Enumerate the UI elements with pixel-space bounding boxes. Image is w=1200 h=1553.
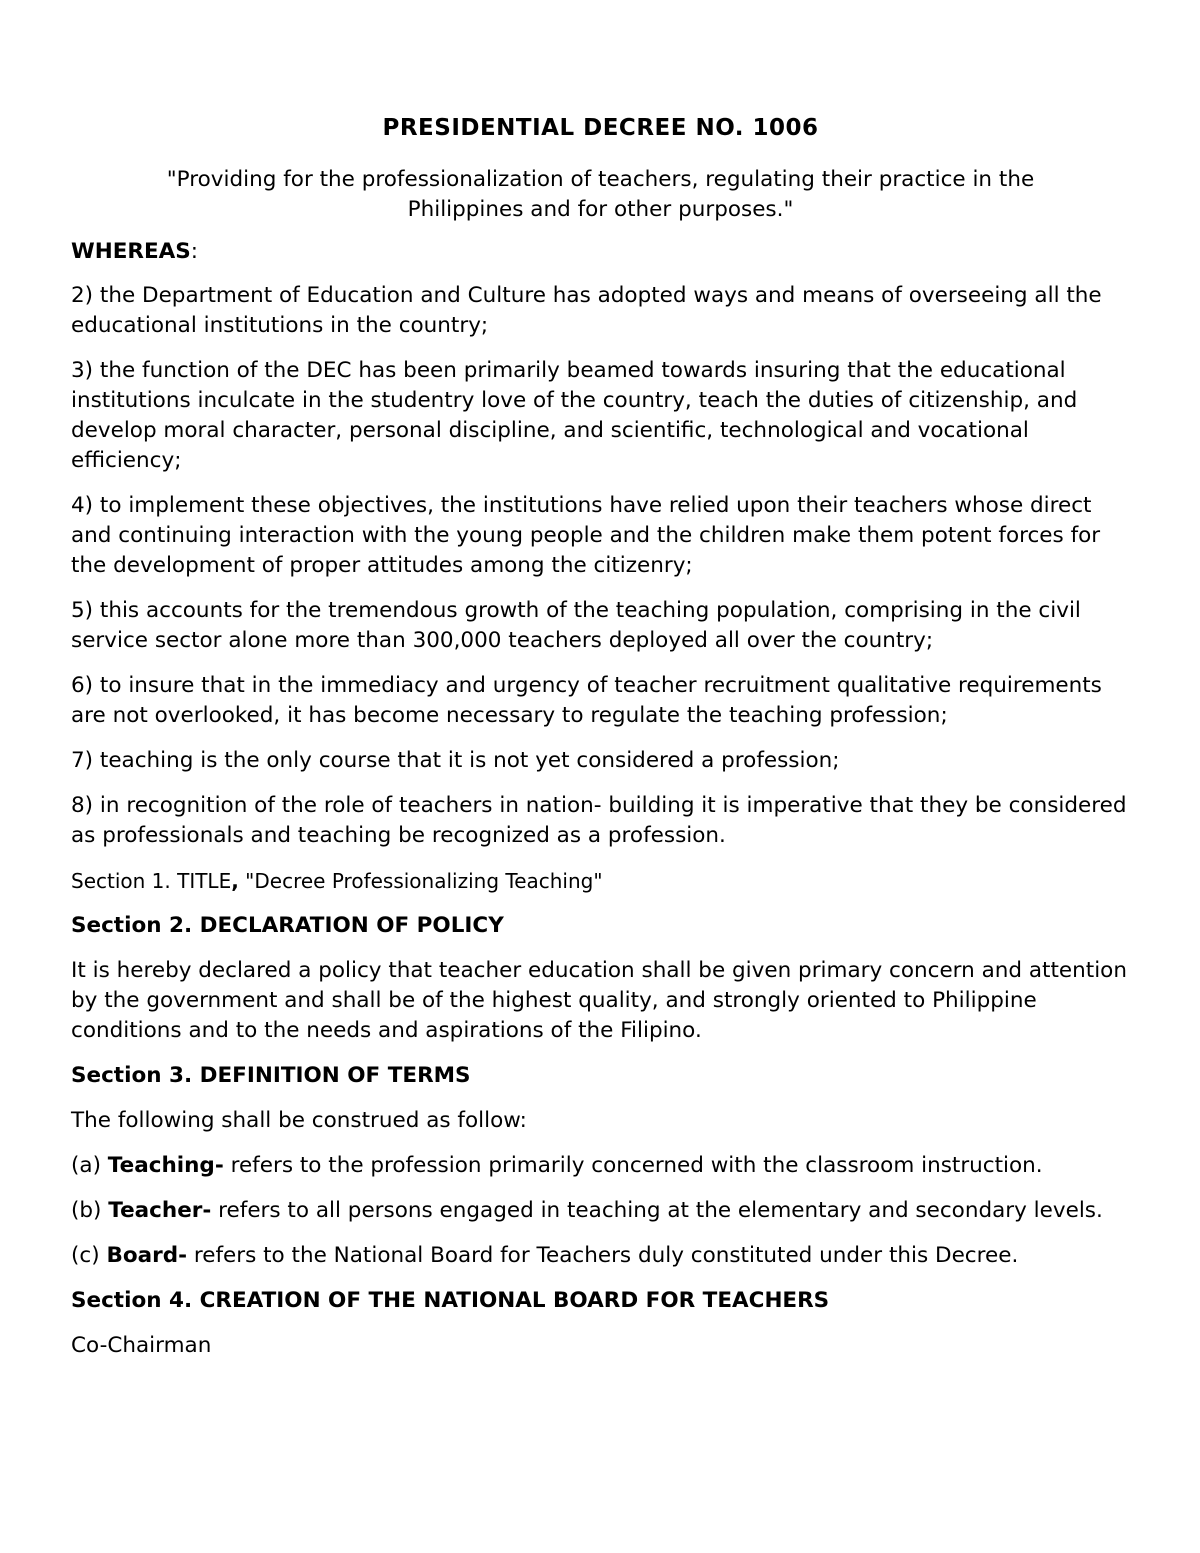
term-definition: refers to all persons engaged in teaching at the elementary and secondary levels. — [211, 1198, 1103, 1223]
section-2-heading: Section 2. DECLARATION OF POLICY — [71, 913, 504, 938]
term-label: Teaching- — [107, 1153, 224, 1178]
clause-2: 2) the Department of Education and Culture has adopted ways and means of overseeing all the educational institutions in the country; — [71, 283, 1102, 338]
clause-3: 3) the function of the DEC has been primarily beamed towards insuring that the educational institutions inculcate in the studentry love of the country, teach the duties of citizenship, and develop moral character, personal discipline, and scientific, technological and vocational efficiency; — [71, 358, 1078, 473]
term-label: Board- — [106, 1243, 188, 1268]
term-label: Teacher- — [108, 1198, 212, 1223]
term-prefix: (b) — [71, 1198, 109, 1223]
subtitle-line-2: Philippines and for other purposes." — [407, 197, 794, 222]
whereas-label: WHEREAS — [71, 239, 191, 264]
whereas-heading — [71, 237, 1130, 267]
clause-8: 8) in recognition of the role of teachers in nation- building it is imperative that they be considered as professionals and teaching be recognized as a profession. — [71, 793, 1127, 848]
clause-6: 6) to insure that in the immediacy and urgency of teacher recruitment qualitative requirements are not overlooked, it has become necessary to regulate the teaching profession; — [71, 673, 1102, 728]
section-3-heading: Section 3. DEFINITION OF TERMS — [71, 1063, 471, 1088]
term-board — [71, 1241, 1130, 1271]
section-1-label: Section 1. TITLE — [71, 869, 232, 893]
section-3-intro: The following shall be construed as follow: — [71, 1108, 527, 1133]
subtitle-line-1: "Providing for the professionalization of teachers, regulating their practice in the — [166, 167, 1035, 192]
term-prefix: (c) — [71, 1243, 107, 1268]
section-1-text: "Decree Professionalizing Teaching" — [238, 869, 603, 893]
clause-7: 7) teaching is the only course that it is not yet considered a profession; — [71, 748, 840, 773]
section-1 — [71, 866, 1130, 896]
section-4-body: Co-Chairman — [71, 1333, 212, 1358]
section-1-comma: , — [231, 869, 239, 893]
term-definition: refers to the National Board for Teachers duly constituted under this Decree. — [187, 1243, 1019, 1268]
term-teaching — [71, 1151, 1130, 1181]
term-prefix: (a) — [71, 1153, 108, 1178]
whereas-colon: : — [190, 239, 199, 264]
section-2-body: It is hereby declared a policy that teacher education shall be given primary concern and attention by the government and shall be of the highest quality, and strongly oriented to Philippine conditions and to the needs and aspirations of the Filipino. — [71, 958, 1127, 1043]
page-title: PRESIDENTIAL DECREE NO. 1006 — [382, 115, 819, 141]
decree-subtitle — [71, 165, 1130, 225]
term-definition: refers to the profession primarily concerned with the classroom instruction. — [223, 1153, 1043, 1178]
clause-4: 4) to implement these objectives, the institutions have relied upon their teachers whose direct and continuing interaction with the young people and the children make them potent forces for the development of proper attitudes among the citizenry; — [71, 493, 1101, 578]
clause-5: 5) this accounts for the tremendous growth of the teaching population, comprising in the civil service sector alone more than 300,000 teachers deployed all over the country; — [71, 598, 1081, 653]
section-4-heading: Section 4. CREATION OF THE NATIONAL BOARD FOR TEACHERS — [71, 1288, 830, 1313]
term-teacher — [71, 1196, 1130, 1226]
